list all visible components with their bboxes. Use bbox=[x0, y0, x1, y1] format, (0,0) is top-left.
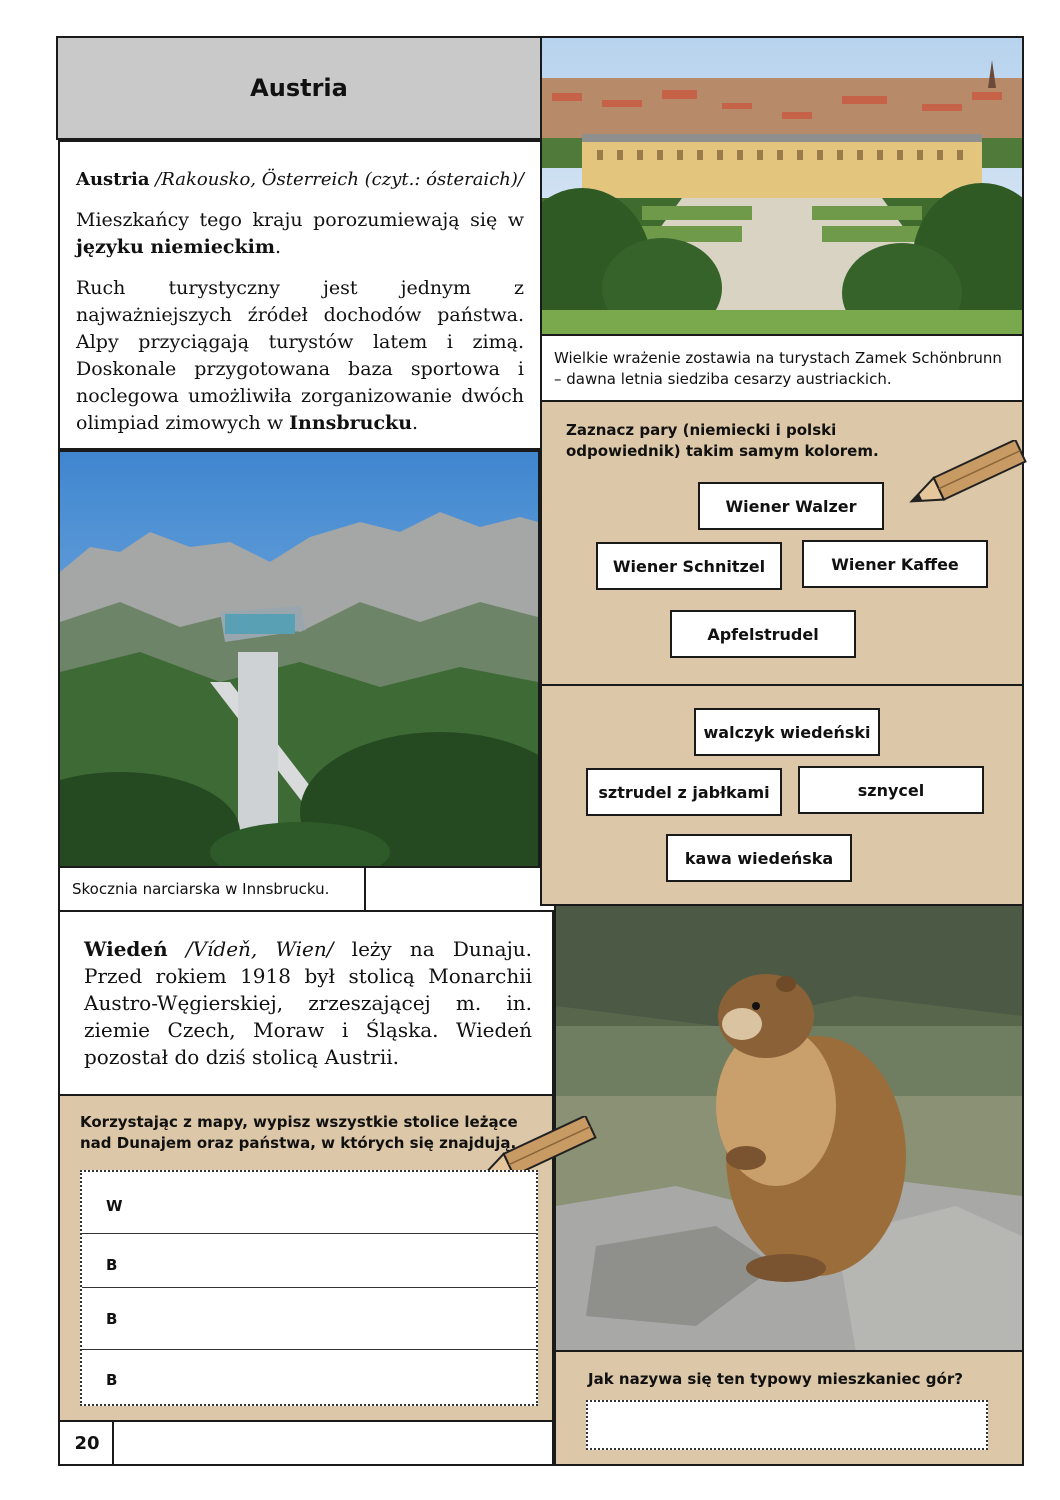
innsbruck-ski-jump-photo bbox=[58, 450, 540, 868]
answer-row[interactable]: B bbox=[82, 1288, 536, 1350]
word-walczyk-wiedenski[interactable]: walczyk wiedeński bbox=[694, 708, 880, 756]
page-footer bbox=[58, 1420, 554, 1466]
answer-row[interactable]: B bbox=[82, 1234, 536, 1288]
answer-row[interactable]: B bbox=[106, 1371, 118, 1389]
word-wiener-walzer[interactable]: Wiener Walzer bbox=[698, 482, 884, 530]
marmot-question: Jak nazywa się ten typowy mieszkaniec gór? bbox=[588, 1370, 963, 1388]
intro-paragraph-2: Mieszkańcy tego kraju porozumiewają się w języku niemieckim. bbox=[76, 209, 524, 258]
marmot-answer-field[interactable] bbox=[586, 1400, 988, 1450]
schonbrunn-caption: Wielkie wrażenie zostawia na turystach Zamek Schönbrunn – dawna letnia siedziba cesarzy austriackich. bbox=[540, 334, 1024, 402]
innsbruck-caption: Skocznia narciarska w Innsbrucku. bbox=[58, 866, 366, 912]
intro-paragraph-1: Austria /Rakousko, Österreich (czyt.: ósteraich)/ bbox=[76, 169, 524, 190]
word-kawa-wiedenska[interactable]: kawa wiedeńska bbox=[666, 834, 852, 882]
pencil-icon bbox=[896, 440, 1036, 512]
danube-answer-area[interactable] bbox=[80, 1170, 538, 1406]
pairs-instruction: Zaznacz pary (niemiecki i polski odpowiednik) takim samym kolorem. bbox=[566, 421, 879, 460]
word-apfelstrudel[interactable]: Apfelstrudel bbox=[670, 610, 856, 658]
word-wiener-kaffee[interactable]: Wiener Kaffee bbox=[802, 540, 988, 588]
intro-text-box bbox=[58, 140, 542, 450]
intro-paragraph-3: Ruch turystyczny jest jednym z najważniejszych źródeł dochodów państwa. Alpy przyciągają turystów latem i zimą. Doskonale przygotowana baza sportowa i noclegowa umożliwiła zorganizowanie dwóch olimpiad zimowych w Innsbrucku. bbox=[76, 277, 524, 434]
title-banner bbox=[56, 36, 542, 140]
danube-instruction: Korzystając z mapy, wypisz wszystkie stolice leżące nad Dunajem oraz państwa, w których się znajdują. bbox=[80, 1113, 518, 1152]
word-sztrudel-z-jablkami[interactable]: sztrudel z jabłkami bbox=[586, 768, 782, 816]
vienna-text-box bbox=[58, 910, 554, 1098]
word-wiener-schnitzel[interactable]: Wiener Schnitzel bbox=[596, 542, 782, 590]
page-number: 20 bbox=[62, 1422, 114, 1464]
vienna-paragraph: Wiedeń /Vídeň, Wien/ leży na Dunaju. Przed rokiem 1918 był stolicą Monarchii Austro-Węgierskiej, zrzeszającej m. in. ziemie Czech, Moraw i Śląska. Wiedeń pozostał do dziś stolicą Austrii. bbox=[84, 937, 533, 1069]
marmot-photo bbox=[554, 904, 1024, 1354]
word-sznycel[interactable]: sznycel bbox=[798, 766, 984, 814]
schonbrunn-palace-photo bbox=[540, 36, 1024, 336]
answer-row[interactable]: W bbox=[82, 1172, 536, 1234]
page-title: Austria bbox=[250, 74, 348, 102]
